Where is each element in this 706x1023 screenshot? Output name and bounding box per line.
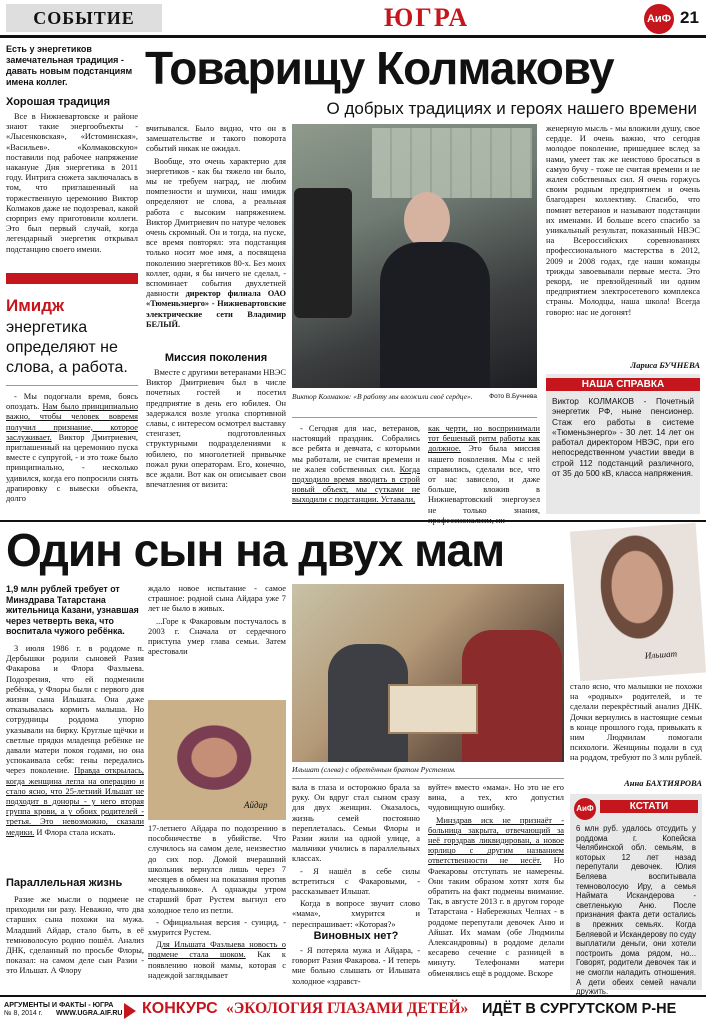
article2-col2-p2: ...Горе к Факаровым постучалось в 2003 г. Сначала от сердечного приступа умер глава семьи. Затем арестовали	[148, 616, 286, 657]
article2-col2-text	[148, 584, 286, 659]
article1-col1-p2-ul: Нам было принципиально важно, чтобы человек вовремя получил признание, которое заслуживает.	[6, 402, 139, 442]
article1-col4-text	[428, 424, 540, 528]
quote-head: Имидж	[6, 296, 65, 315]
camera-shape	[294, 188, 352, 318]
article2-col4-p2: Но Фаекаровы отступать не намерены. Они таким образом хотят хотя бы обратить на факт подмены внимание. Так, в августе 2013 г. в другом городе Татарстана - Набережных Челнах - в роддоме перепутали девочек Аню и Айшат. Их мамам (обе Людмилы Александровны) в роддоме делали кесарево сечение с разницей в минуту. Телефонами матери обменялись ещё в роддоме. Вскоре	[428, 856, 565, 978]
aif-logo	[644, 4, 674, 34]
article2-subheading-parallel: Параллельная жизнь	[6, 877, 123, 889]
article1-col5-text	[546, 124, 700, 320]
article2-col1-bottom	[6, 895, 144, 979]
article1-lead: Есть у энергетиков замечательная традиция - давать новым подстанциям имена коллег.	[6, 44, 133, 87]
section-label: СОБЫТИЕ	[33, 8, 135, 28]
article2-col1-p2: Разие же мысли о подмене не приходили ни разу. Неважно, что два старших сына похожи на мужа. Младший Айдар, стало быть, в её темноволосую родню пошёл. Анализ ДНК, сделанный по просьбе Флоры, показал: на самом деле сын Разии - это Ильшат. А Флору	[6, 895, 144, 976]
kstati-head: КСТАТИ	[600, 800, 698, 813]
reference-head: НАША СПРАВКА	[546, 378, 700, 391]
header-bar	[0, 0, 706, 38]
quote-divider	[6, 273, 138, 284]
kstati-logo-text: АиФ	[576, 804, 594, 813]
article2-col5-text	[570, 682, 702, 766]
footer-contest-post: ИДЁТ В СУРГУТСКОМ Р-НЕ	[482, 1001, 677, 1017]
article1-col2-p2: Вообще, это очень характерно для энергетиков - как бы тяжело ни было, мы не требуем наград, не любим помпезности и шумихи, наш имидж определяют не слова, а реальная работа с высоким напряжением. Виктор Дмитриевич по натуре человек очень скромный. Он и тогда, на пуске, все время повторял: эта подстанция только носит мое имя, а посвящена поколению энергетиков 80-х. Без моих коллег, одни, я бы ничего не сделал, - вспоминает события двухлетней давности	[146, 156, 286, 299]
article2-col5-p1: стало ясно, что малышки не похожи на «родных» родителей, и те сделали перекрёстный анализ ДНК. Дочки вернулись в настоящие семьи в конце прошлого года, привыкать к ним Людмилам помогали психологи. Женщины подали в суд на роддом, требуют по 3 млн рублей.	[570, 682, 702, 763]
article2-col3-p2: - Я нашёл в себе силы встретиться с Факаровыми, - рассказывает Ильшат.	[292, 866, 420, 897]
article2-col2-bottom	[148, 824, 286, 983]
article1-col2-text	[146, 124, 286, 332]
photo-ilshat-child-label: Ильшат	[644, 648, 678, 661]
article1-col1-p1: Все в Нижневартовске и районе знают такие энергообъекты - «Лысенковская», «Истоминская», «Васильев». «Колмаковскую» поставили под рабочее напряжение накануне Дня энергетика в 2011 году. Интрига сюжета заключалась в том, что приглашенный на торжественную церемонию Виктор Колмаков даже не подозревал, какой сюрприз ему приготовили коллеги. Это был первый случай, когда легендарный энергетик открывал подстанцию своего имени.	[6, 112, 138, 254]
quote-rule	[6, 385, 138, 386]
article2-col1-text	[6, 644, 144, 840]
person-body	[380, 242, 490, 388]
photo-caption-rule	[292, 417, 537, 418]
article1-col2-bottom	[146, 368, 286, 492]
article1-col3-text	[292, 424, 420, 508]
kstati-text: 6 млн руб. удалось отсудить у роддома г. Копейска Челябинской обл. семьям, в которых 12 лет назад перепутали девочек. Юлия Беляева воспитывала темноволосую Иру, а семья Наймата Искандерова - светленькую Аню. После признания факта дети остались в прежних семьях. Когда Беляевой и Искандерову по суду выплатили деньги, они хотели построить дома рядом, но... Говорят, родители девочек так и не смогли наладить отношения. А дети обеих семей начали дружить.	[576, 824, 696, 997]
article1-col2-p1: вчитывался. Было видно, что он в замешательстве и такого поворота событий никак не ожидал.	[146, 124, 286, 154]
article1-col3-p1-ul: Когда подходило время вводить в строй новый объект, мы сутками не выходили с подстанции. Уставали,	[292, 464, 420, 505]
article1-col2-p3: Вместе с другими ветеранами НВЭС Виктор Дмитриевич был в числе почетных гостей и посетил предприятие в день его юбилея. Он задержался возле уголка спортивной славы, с интересом осмотрел выставку стенгазет, подготовленных структурными подразделениями к юбилею, по многолетней привычке пожал руки операторам. Его, конечно, все ждали. Вот как он описывает свои впечатления от визита:	[146, 368, 286, 490]
article2-col2-p3: 17-летнего Айдара по подозрению в пособничестве в убийстве. Что случилось на самом деле, неизвестно до сих пор. Домой вчерашний школьник вернулся лишь через 7 месяцев в обмен на показания против «подельников». А однажды утром старший брат Рустем выгнул его холодное тело из петли.	[148, 824, 286, 915]
footer-arrow-icon	[124, 1003, 136, 1019]
article2-col3-p4: - Я потеряла мужа и Айдара, - говорит Разия Факарова. - И теперь мне больно слышать от Ильшата холодное «здравст-	[292, 946, 420, 986]
region-label: ЮГРА	[384, 3, 470, 32]
reference-text: Виктор КОЛМАКОВ - Почетный энергетик РФ, ныне пенсионер. Стаж его работы в системе «Тюменьэнерго» - 30 лет. 14 лет он работал директором НВЭС, при его непосредственном участии введи в строй 112 подстанций различного, от 35 до 500 кВ, класса напряжения.	[552, 396, 694, 479]
article2-col2-p5: Как к появлению новой мамы, которая с надеждой заглядывает	[148, 950, 286, 980]
footer-pub-line1: АРГУМЕНТЫ И ФАКТЫ - ЮГРА	[4, 1000, 114, 1009]
article2-col1-p1-ul: Правда открылась, когда женщина легла на операцию и стало ясно, что 25-летний Ильшат не подходит в доноры - у него вторая группа крови, а у обоих родителей - третья. Это невозможно, сказали медики.	[6, 766, 144, 837]
article1-col4-p1: Это была миссия нашего поколения. Мы с ней справились, сделали все, что от нас зависело, и даже больше, вложив в Нижневартовский энергоузел не только знания,	[428, 444, 540, 515]
quote-body: энергетика определяют не слова, а работа.	[6, 319, 128, 376]
article2-col3-bottom	[292, 946, 420, 989]
article2-col3-p1: вала в глаза и осторожно брала за руку. Он вдруг стал сыном сразу для двух женщин. Оказалось, жизнь семей постоянно переплеталась. Семьи Флоры и Разии жили на одной улице, а мальчики учились в параллельных классах.	[292, 783, 420, 864]
article2-lead: 1,9 млн рублей требует от Минздрава Татарстана жительница Казани, узнавшая через четверть века, что воспитала чужого ребёнка.	[6, 584, 139, 637]
article1-col1-text	[6, 112, 138, 257]
control-panel-graphic	[372, 128, 532, 198]
article2-col1-p1: 3 июля 1986 г. в роддоме п. Дербышки родили сыновей Разия Факарова и Флора Фазлыева. Подозрения, что ей подменили ребёнка, у Флоры были с первого дня жизни сына Ильшата. Она даже отказывалась кормить малыша. Но сотрудницы роддома упорно указывали на бирку. Круглые щёчки и светлые прядки младенца ребёнке не давали матери покоя годами, но она успокаивала себя: гены передались через поколение.	[6, 644, 144, 776]
footer-contest-pre: КОНКУРС	[142, 1000, 218, 1017]
article1-col5-p1: женерную мысль - мы вложили душу, свое сердце. И очень важно, что сегодня молодое поколение, пришедшее вслед за нами, умеет так же неистово бросаться в самую бучу - тоже не считая времени и не жалея собственных сил. Я очень горжусь своим родным предприятием и очень благодарен коллективу. Спасибо, что помнят ветеранов и называют подстанции их именами. И больше всего спасибо за уникальный результат, показанный НВЭС на Всероссийских соревнованиях профессионального мастерства в 2012, 2009 и 2008 годах, где наши команды трижды завоевывали первые места. Это рекорд, не превзойденный ни одним предприятием электросетевого комплекса страны. Молодцы, наша школа! Всегда говорю: нас не догонят!	[546, 124, 700, 317]
person-head	[404, 192, 450, 248]
article2-col3-p3: Когда в вопросе звучит слово «мама», хмурится и переспрашивает: «Которая?»	[292, 899, 420, 929]
article2-col3-text	[292, 783, 420, 932]
article1-subheading-mission: Миссия поколения	[164, 352, 268, 364]
aif-logo-text: АиФ	[646, 13, 672, 25]
article1-col4-p1-ul: как черти, но воспринимали тот бешеный ритм работы как должное.	[428, 424, 540, 454]
kstati-box	[570, 794, 702, 997]
article2-col2-p5-ul: Для Ильшата Фазлыева новость о подмене стала шоком.	[148, 940, 286, 960]
kolmakov-photo	[292, 124, 537, 388]
footer-contest-name: «ЭКОЛОГИЯ ГЛАЗАМИ ДЕТЕЙ»	[226, 1000, 469, 1017]
kstati-logo	[574, 798, 596, 820]
article1-subtitle: О добрых традициях и героях нашего времени	[326, 99, 697, 118]
article1-col1-p2: - Мы подогнали время, боясь опоздать.	[6, 392, 138, 412]
article2-col2-p1: ждало новое испытание - самое страшное: родной сына Айдара уже 7 лет не было в живых.	[148, 584, 286, 614]
article1-col3-p1: - Сегодня для нас, ветеранов, настоящий праздник. Собрались все ребята и девчата, с которыми мы работали, не считая времени и не жалея собственных сил.	[292, 424, 420, 474]
photo-brothers-album	[388, 684, 478, 734]
article2-col4-text	[428, 783, 564, 981]
article2-col4-p1: вуйте» вместо «мама». Но это не его вина, а тех, кто допустил чудовищную ошибку.	[428, 783, 564, 813]
footer-bar	[0, 995, 706, 1023]
article1-col1-p2-rest: Виктор Дмитриевич, приглашенный на церемонию пуска вместе с супругой, - и это тоже было принципиально, - несколько удивился, когда его попросили снять драпировку с вывески объекта, долго	[6, 432, 139, 504]
reference-box	[546, 374, 700, 514]
photo-aidar-label: Айдар	[244, 800, 268, 810]
footer-pub-line2: № 8, 2014 г.	[4, 1010, 43, 1017]
photo-brothers-rule	[292, 778, 564, 779]
photo-credit: Фото В.Бучнева	[489, 393, 537, 400]
article1-col2-p2-bold: директор филиала ОАО «Тюменьэнерго» - Нижневартовские электрические сети Владимир БЕЛЫЙ.	[146, 289, 286, 329]
photo-caption-text: Виктор Колмаков: «В работу мы вложили своё сердце».	[292, 392, 473, 401]
page-number: 21	[680, 8, 699, 27]
article1-subheading-tradition: Хорошая традиция	[6, 96, 111, 108]
article1-col1-bottom	[6, 392, 138, 506]
photo-aidar	[148, 700, 286, 820]
article2-title: Один сын на двух мам	[6, 524, 505, 576]
article2-author: Анна БАХТИЯРОВА	[624, 778, 702, 788]
article2-col2-p4: - Официальная версия - суицид, - хмурится Рустем.	[148, 917, 286, 938]
photo-brothers	[292, 584, 564, 762]
footer-site: WWW.UGRA.AIF.RU	[56, 1010, 123, 1017]
photo-caption	[292, 392, 537, 402]
article1-title: Товарищу Колмакову	[145, 42, 614, 94]
photo-ilshat-child	[570, 523, 706, 681]
article2-col1-p1-rest: И Флора стала искать.	[36, 827, 116, 837]
article2-subheading-guilty: Виновных нет?	[313, 930, 399, 942]
article1-author: Лариса БУЧНЕВА	[630, 360, 700, 370]
article2-col4-p2-ul: Минздрав иск не признаёт - больница закрыта, отвечающий за неё горздрав ликвидирован, а новое юрлицо с другим названием ответственности не несёт.	[428, 815, 564, 866]
photo-brothers-caption: Ильшат (слева) с обретённым братом Рустемом.	[292, 765, 456, 774]
